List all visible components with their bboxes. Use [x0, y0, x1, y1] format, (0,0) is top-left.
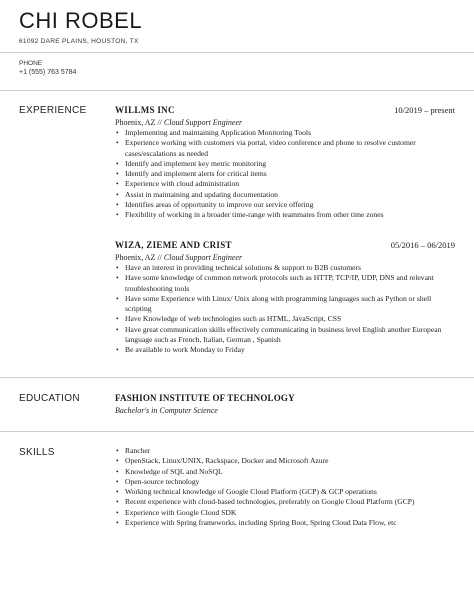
candidate-name: CHI ROBEL: [19, 8, 143, 33]
job-role: Cloud Support Engineer: [163, 253, 243, 262]
list-item: • Experience with Google Cloud SDK: [115, 508, 455, 518]
list-item: • Assist in maintaining and updating documentation: [115, 190, 455, 200]
list-item: • Have Knowledge of web technologies such as HTML, JavaScript, CSS: [115, 314, 455, 324]
list-item: • Be available to work Monday to Friday: [115, 345, 455, 355]
list-item: • Flexibility of working in a broader time-range with teammates from other time zones: [115, 210, 455, 220]
job-dates: 05/2016 – 06/2019: [390, 240, 455, 250]
list-item: • Open-source technology: [115, 477, 455, 487]
contact-divider: [0, 90, 474, 91]
list-item: • Working technical knowledge of Google Cloud Platform (GCP) & GCP operations: [115, 487, 455, 497]
school-name: FASHION INSTITUTE OF TECHNOLOGY: [115, 393, 295, 403]
skills-entry: [115, 445, 455, 528]
degree: Bachelor's in Computer Science: [115, 406, 218, 415]
company-name: WIZA, ZIEME AND CRIST: [115, 240, 232, 250]
education-entry: [115, 393, 455, 415]
education-section-title: EDUCATION: [19, 393, 80, 404]
list-item: • Knowledge of SQL and NoSQL: [115, 467, 455, 477]
skills-list: [115, 446, 455, 528]
job-dates: 10/2019 – present: [394, 105, 455, 115]
phone-number: +1 (555) 763 5784: [19, 69, 77, 76]
job-bullet-list: [115, 128, 455, 221]
experience-section-title: EXPERIENCE: [19, 105, 87, 116]
job-entry: [115, 240, 455, 356]
list-item: • Recent experience with cloud-based technologies, preferably on Google Cloud Platform (GCP): [115, 497, 455, 507]
list-item: • Experience with Spring frameworks, including Spring Boot, Spring Cloud Data Flow, etc: [115, 518, 455, 528]
header-divider: [0, 52, 474, 53]
list-item: • Have an interest in providing technical solutions & support to B2B customers: [115, 263, 455, 273]
skills-section-title: SKILLS: [19, 447, 55, 458]
job-location: Phoenix, AZ //: [115, 253, 164, 262]
list-item: • Rancher: [115, 446, 455, 456]
job-subtitle: [115, 118, 455, 127]
list-item: • Have great communication skills effectively communicating in business level English another European language such as French, Italian, German , Spanish: [115, 325, 455, 346]
list-item: • Identifies areas of opportunity to improve our service offering: [115, 200, 455, 210]
list-item: • OpenStack, Linux/UNIX, Rackspace, Docker and Microsoft Azure: [115, 456, 455, 466]
job-subtitle: [115, 253, 455, 262]
job-entry: [115, 105, 455, 221]
job-location: Phoenix, AZ //: [115, 118, 164, 127]
job-bullet-list: [115, 263, 455, 356]
phone-label: PHONE: [19, 60, 43, 67]
education-divider: [0, 431, 474, 432]
list-item: • Have some Experience with Linux/ Unix along with programming languages such as Python or shell scripting: [115, 294, 455, 315]
list-item: • Identify and implement key metric monitoring: [115, 159, 455, 169]
list-item: • Implementing and maintaining Application Monitoring Tools: [115, 128, 455, 138]
candidate-address: 61092 DARE PLAINS, HOUSTON, TX: [19, 38, 139, 45]
list-item: • Have some knowledge of common network protocols such as HTTP, TCP/IP, UDP, DNS and relevant troubleshooting tools: [115, 273, 455, 294]
list-item: • Identify and implement alerts for critical items: [115, 169, 455, 179]
list-item: • Experience working with customers via portal, video conference and phone to resolve customer cases/escalations as needed: [115, 138, 455, 159]
experience-divider: [0, 377, 474, 378]
job-role: Cloud Support Engineer: [163, 118, 243, 127]
list-item: • Experience with cloud administration: [115, 179, 455, 189]
company-name: WILLMS INC: [115, 105, 175, 115]
